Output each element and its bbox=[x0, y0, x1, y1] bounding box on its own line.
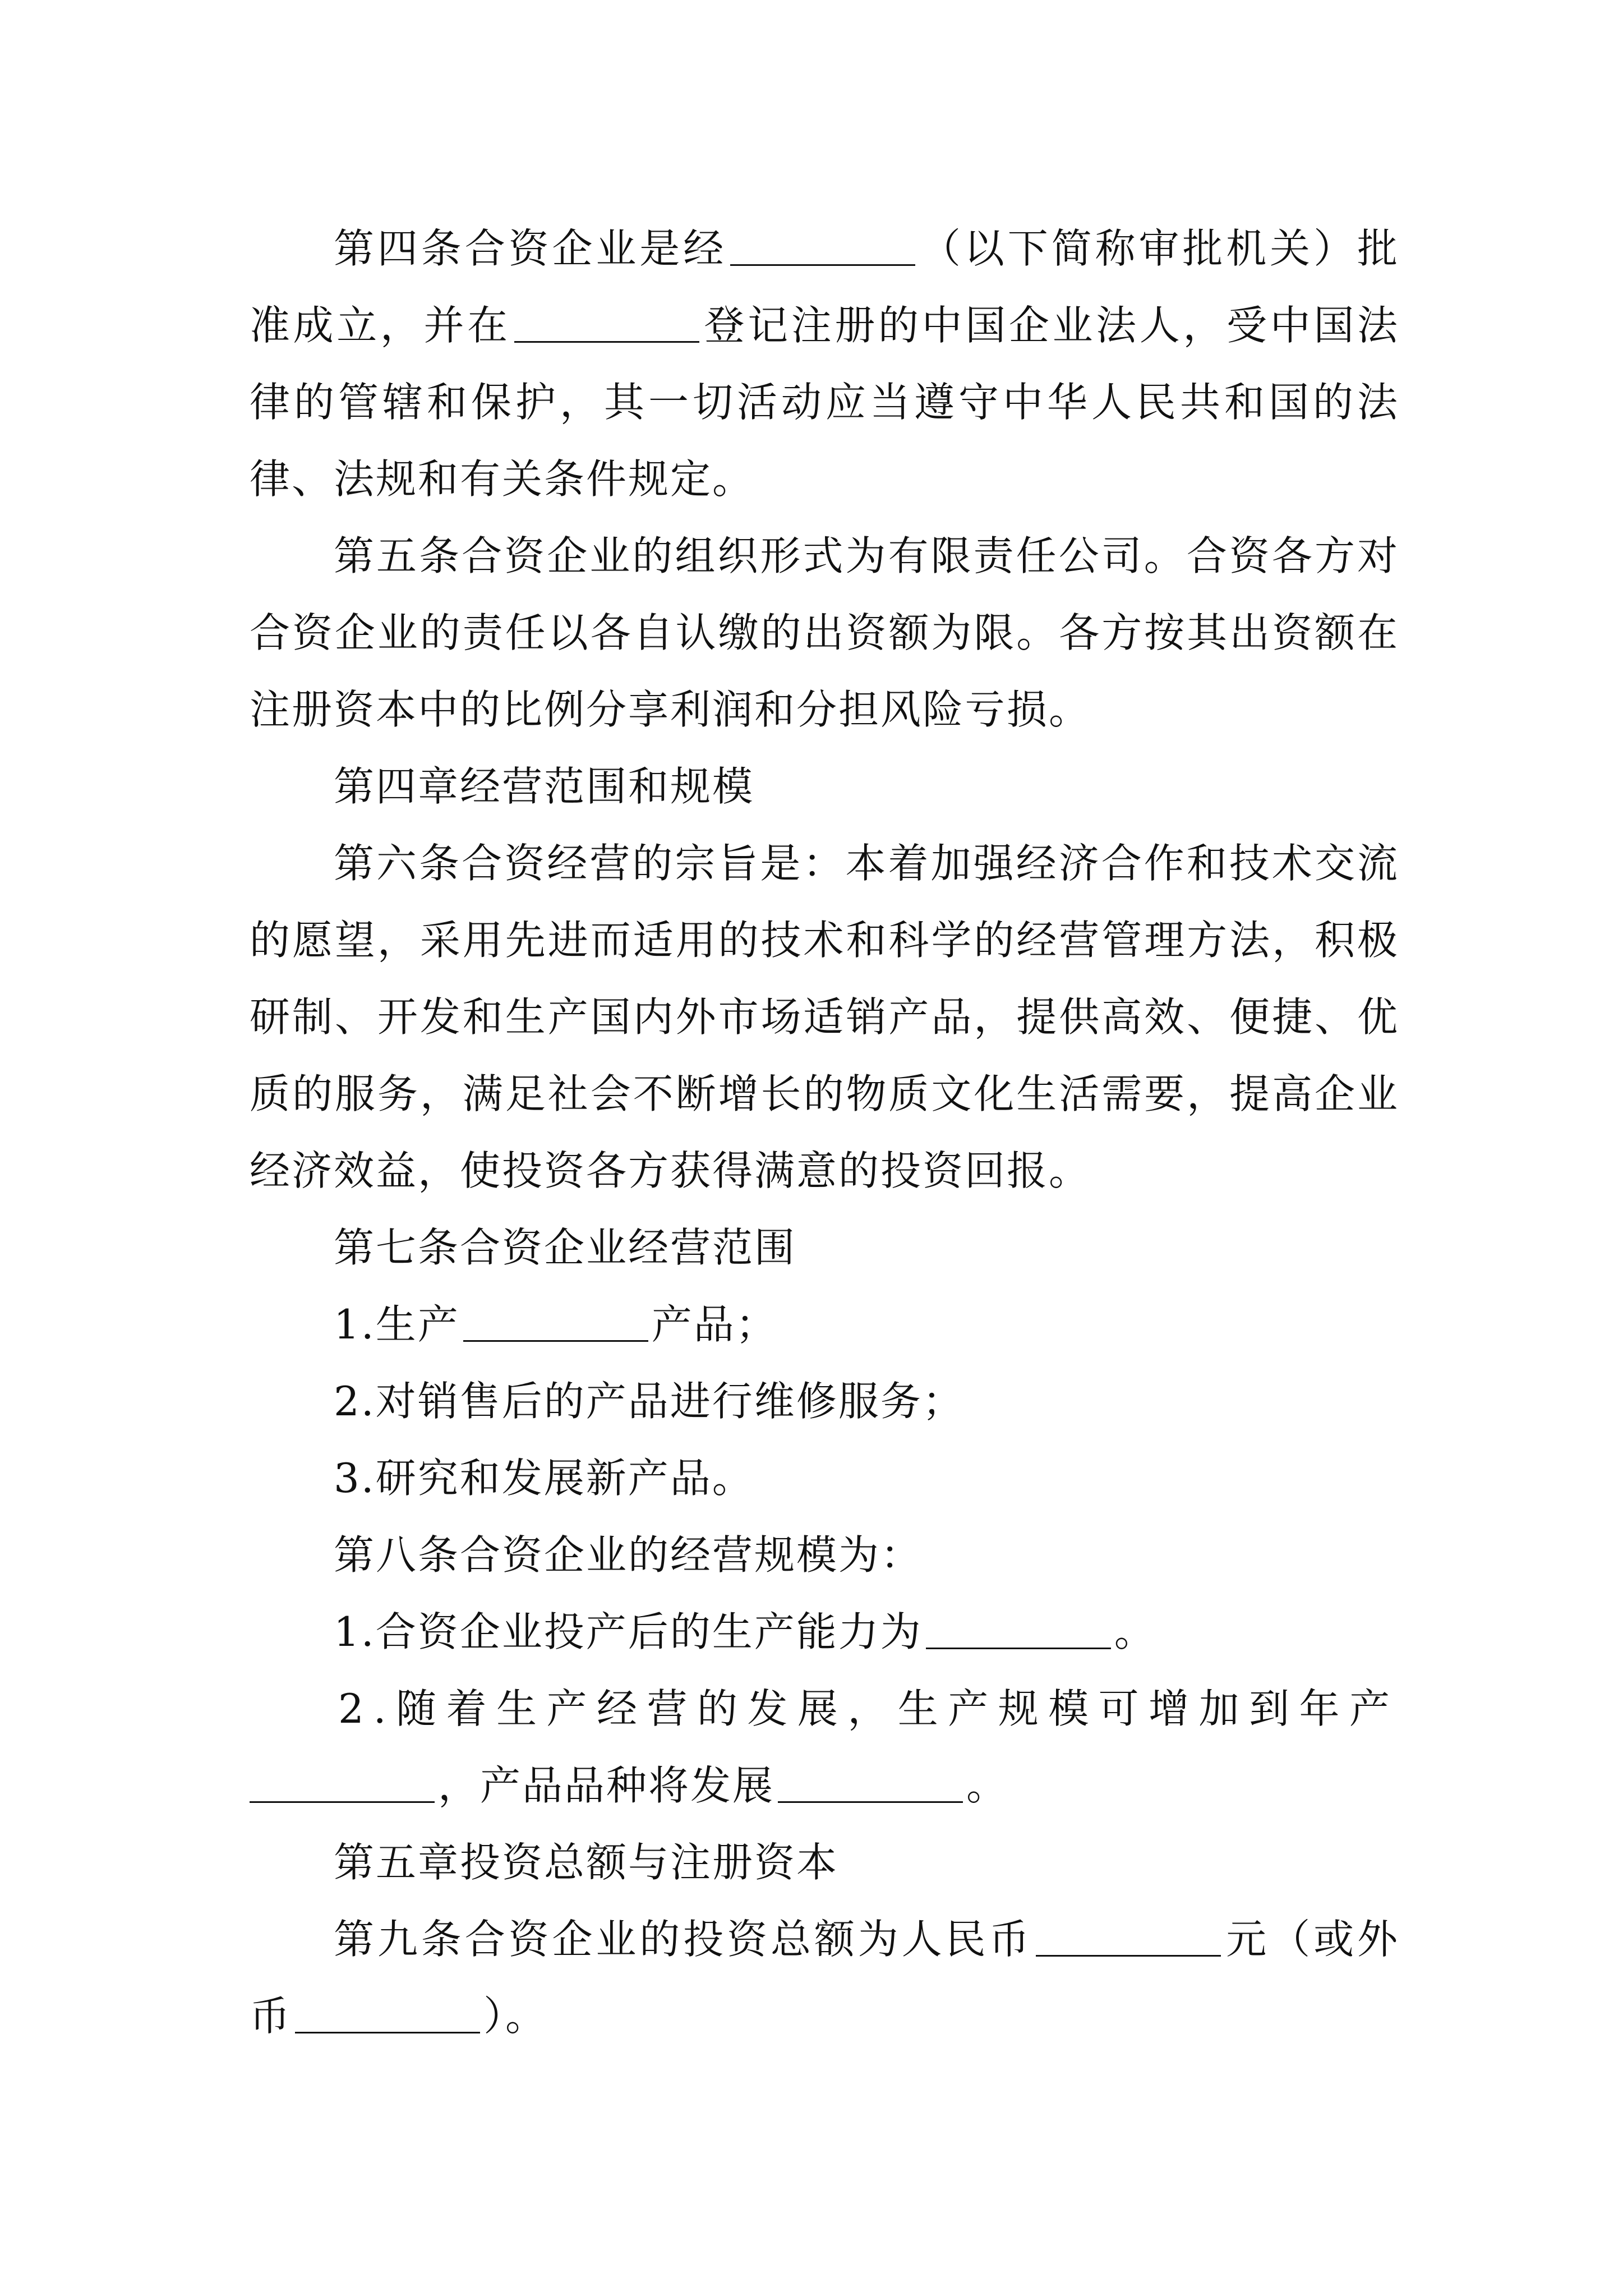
fill-blank-capacity bbox=[926, 1607, 1111, 1649]
fill-blank-registration-place bbox=[514, 301, 699, 343]
article-7-item-3-text: 3.研究和发展新产品。 bbox=[334, 1455, 754, 1502]
chapter-5-title: 第五章投资总额与注册资本 bbox=[334, 1839, 839, 1886]
fill-blank-annual-output bbox=[250, 1761, 435, 1803]
article-8-item-2-text-2: ，产品品种将发展 bbox=[438, 1762, 775, 1809]
article-8-item-2-text-3: 。 bbox=[966, 1762, 1009, 1809]
article-7 bbox=[250, 1209, 1399, 1286]
article-4-text-1: 第四条合资企业是经 bbox=[334, 225, 727, 272]
fill-blank-rmb-amount bbox=[1036, 1915, 1221, 1957]
fill-blank-product-variety bbox=[778, 1761, 963, 1803]
article-9 bbox=[250, 1901, 1399, 2055]
article-4-text-3: 登记注册的中国企业法人，受中国法律的管辖和保护，其一切活动应当遵守中华人民共和国的法律、法规和有关条件规定。 bbox=[250, 302, 1399, 503]
article-6 bbox=[250, 825, 1399, 1209]
article-9-text-3: ）。 bbox=[483, 1993, 548, 2040]
chapter-5-heading bbox=[250, 1824, 1399, 1901]
article-5 bbox=[250, 518, 1399, 748]
article-7-item-1 bbox=[250, 1286, 1399, 1363]
fill-blank-product bbox=[463, 1300, 648, 1342]
article-8-item-1 bbox=[250, 1594, 1399, 1671]
article-9-text-1: 第九条合资企业的投资总额为人民币 bbox=[334, 1916, 1033, 1963]
article-8-item-2 bbox=[250, 1671, 1399, 1824]
article-8-text: 第八条合资企业的经营规模为： bbox=[334, 1531, 923, 1579]
article-6-text: 第六条合资经营的宗旨是：本着加强经济合作和技术交流的愿望，采用先进而适用的技术和科学的经营管理方法，积极研制、开发和生产国内外市场适销产品，提供高效、便捷、优质的服务，满足社会不断增长的物质文化生活需要，提高企业经济效益，使投资各方获得满意的投资回报。 bbox=[250, 840, 1399, 1194]
fill-blank-approval-authority bbox=[730, 224, 915, 266]
article-8-item-1-text-2: 。 bbox=[1114, 1608, 1156, 1655]
article-7-item-1-text-1: 1.生产 bbox=[334, 1301, 460, 1348]
document-body bbox=[250, 210, 1399, 2055]
article-4 bbox=[250, 210, 1399, 518]
article-8 bbox=[250, 1517, 1399, 1594]
article-9-text-2: 元（或外币 bbox=[250, 1916, 1399, 2040]
article-5-text: 第五条合资企业的组织形式为有限责任公司。合资各方对合资企业的责任以各自认缴的出资额为限。各方按其出资额在注册资本中的比例分享利润和分担风险亏损。 bbox=[250, 532, 1399, 733]
fill-blank-foreign-currency bbox=[295, 1991, 480, 2033]
article-7-item-1-text-2: 产品； bbox=[651, 1301, 778, 1348]
chapter-4-title: 第四章经营范围和规模 bbox=[334, 763, 755, 810]
article-7-item-3 bbox=[250, 1440, 1399, 1517]
article-7-text: 第七条合资企业经营范围 bbox=[334, 1224, 797, 1271]
article-4-text-2: （以下简称审批机关）批准成立，并在 bbox=[250, 225, 1399, 349]
article-8-item-1-text-1: 1.合资企业投产后的生产能力为 bbox=[334, 1608, 923, 1655]
chapter-4-heading bbox=[250, 748, 1399, 825]
article-7-item-2 bbox=[250, 1363, 1399, 1440]
article-8-item-2-text-1: 2.随着生产经营的发展，生产规模可增加到年产 bbox=[338, 1685, 1399, 1732]
article-7-item-2-text: 2.对销售后的产品进行维修服务； bbox=[334, 1378, 965, 1425]
